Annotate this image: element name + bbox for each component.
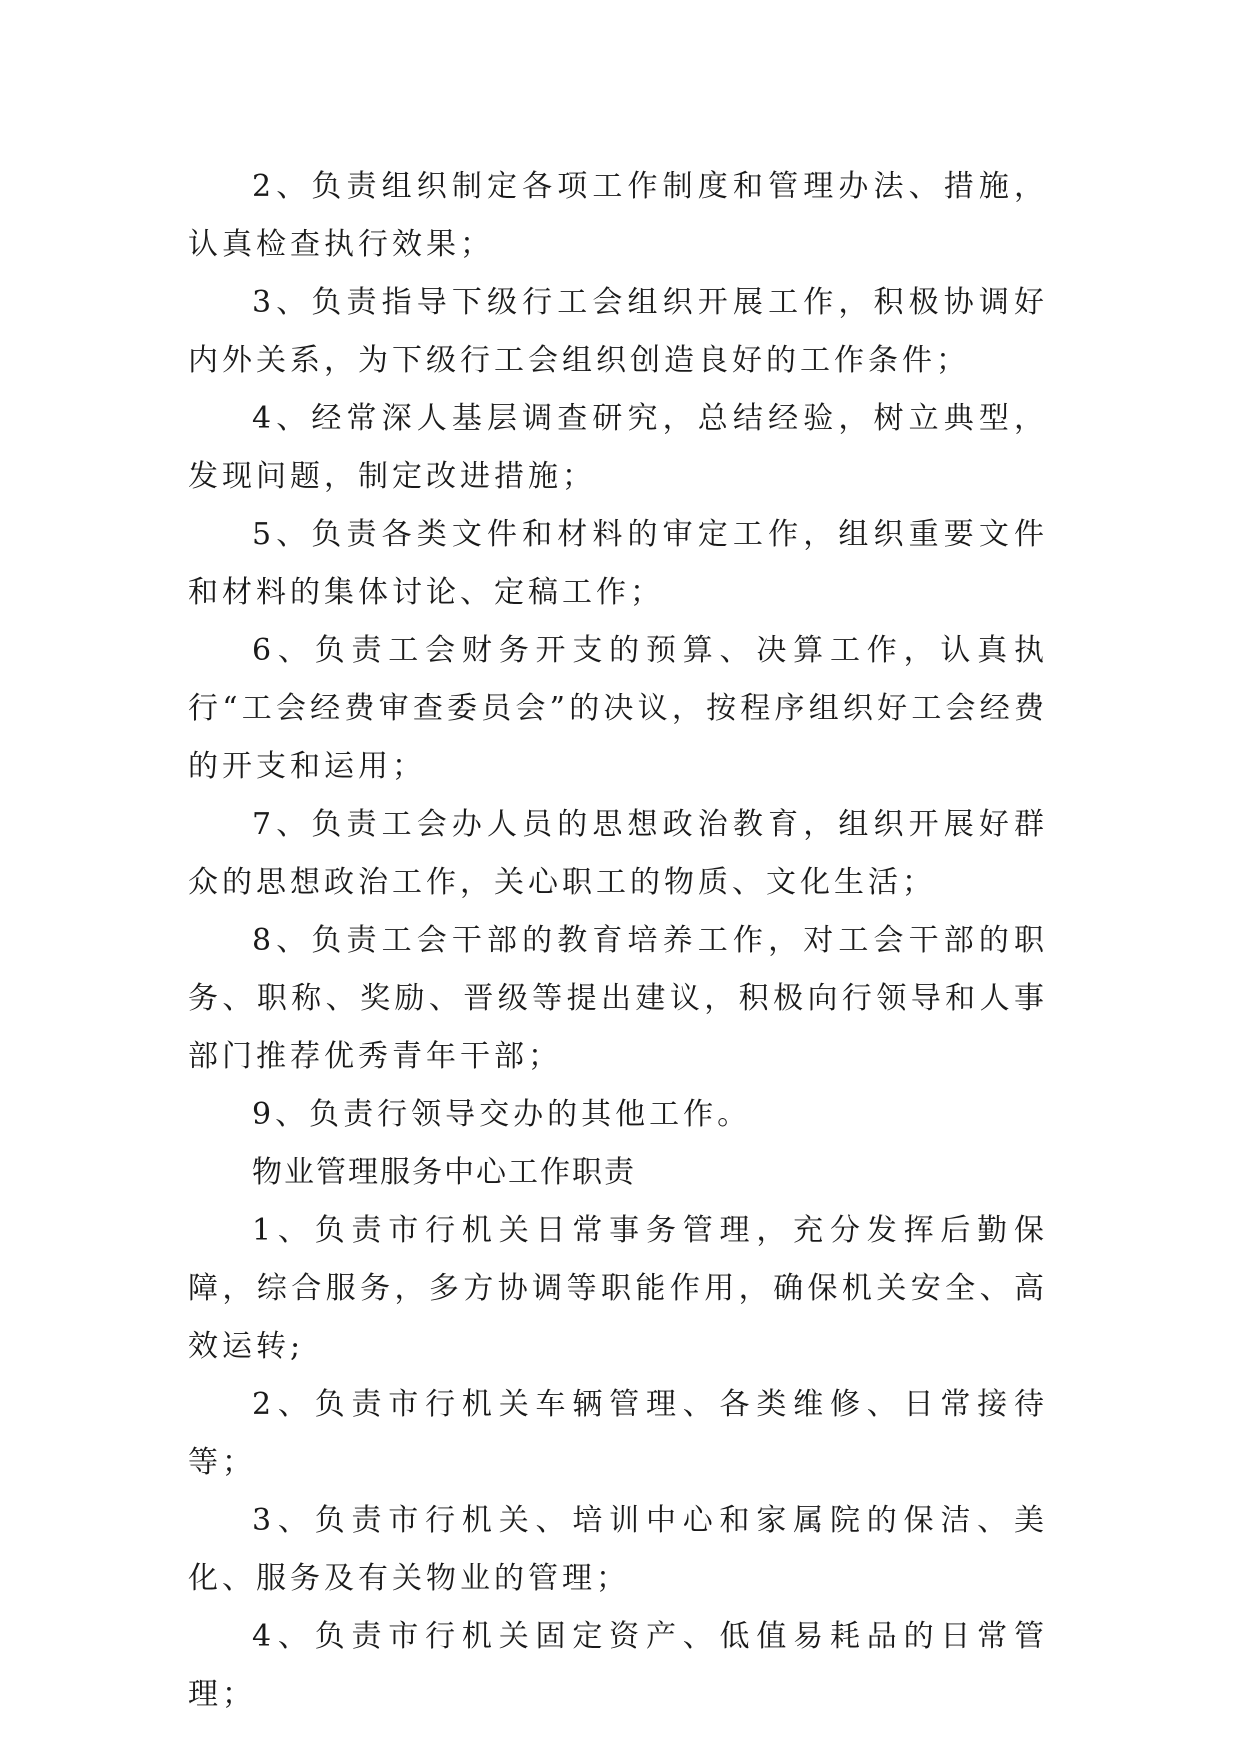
duty-item-7: 7、负责工会办人员的思想政治教育，组织开展好群众的思想政治工作，关心职工的物质、文化生活； <box>188 807 1048 900</box>
duty-item-4: 4、经常深人基层调查研究，总结经验，树立典型，发现问题，制定改进措施； <box>188 401 1048 494</box>
duty-item-3: 3、负责指导下级行工会组织开展工作，积极协调好内外关系，为下级行工会组织创造良好的工作条件； <box>188 285 1048 378</box>
document-body <box>188 158 1048 1724</box>
property-duty-item-3: 3、负责市行机关、培训中心和家属院的保洁、美化、服务及有关物业的管理； <box>188 1503 1048 1596</box>
duty-item-2: 2、负责组织制定各项工作制度和管理办法、措施，认真检查执行效果； <box>188 169 1048 262</box>
property-duty-item-4: 4、负责市行机关固定资产、低值易耗品的日常管理； <box>188 1619 1048 1712</box>
duty-item-5: 5、负责各类文件和材料的审定工作，组织重要文件和材料的集体讨论、定稿工作； <box>188 517 1048 610</box>
duty-item-8: 8、负责工会干部的教育培养工作，对工会干部的职务、职称、奖励、晋级等提出建议，积极向行领导和人事部门推荐优秀青年干部； <box>188 923 1048 1074</box>
property-duty-item-2: 2、负责市行机关车辆管理、各类维修、日常接待等； <box>188 1387 1048 1480</box>
duty-item-6: 6、负责工会财务开支的预算、决算工作，认真执行“工会经费审查委员会”的决议，按程序组织好工会经费的开支和运用； <box>188 633 1048 784</box>
section-heading: 物业管理服务中心工作职责 <box>252 1155 636 1190</box>
property-duty-item-1: 1、负责市行机关日常事务管理，充分发挥后勤保障，综合服务，多方协调等职能作用，确保机关安全、高效运转; <box>188 1213 1048 1364</box>
duty-item-9: 9、负责行领导交办的其他工作。 <box>252 1097 752 1132</box>
